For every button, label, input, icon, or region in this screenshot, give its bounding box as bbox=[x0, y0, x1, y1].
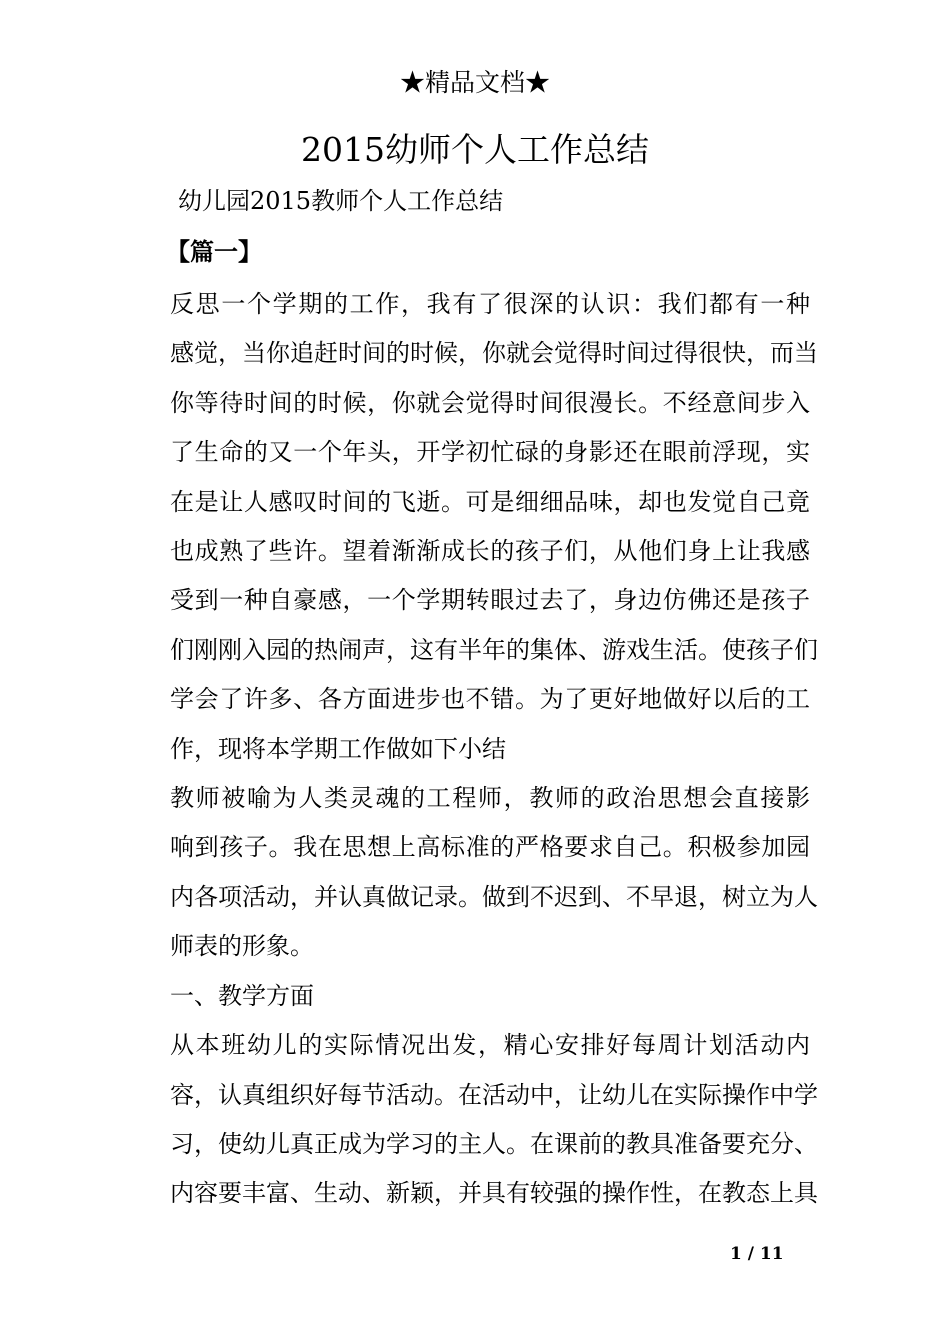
text-line: 教师被喻为人类灵魂的工程师，教师的政治思想会直接影 bbox=[170, 784, 810, 813]
text-line: 也成熟了些许。望着渐渐成长的孩子们，从他们身上让我感 bbox=[170, 537, 810, 566]
section-heading bbox=[146, 972, 810, 1021]
text-line: 习，使幼儿真正成为学习的主人。在课前的教具准备要充分、 bbox=[170, 1129, 818, 1158]
text-line: 学会了许多、各方面进步也不错。为了更好地做好以后的工 bbox=[170, 685, 810, 714]
document-subtitle: 幼儿园2015教师个人工作总结 bbox=[178, 187, 504, 215]
section-label: 【篇一】 bbox=[166, 237, 262, 266]
header-mark: ★精品文档★ bbox=[399, 68, 550, 97]
text-line: 感觉，当你追赶时间的时候，你就会觉得时间过得很快，而当 bbox=[170, 339, 818, 368]
text-line: 从本班幼儿的实际情况出发，精心安排好每周计划活动内 bbox=[170, 1031, 810, 1060]
text-line: 在是让人感叹时间的飞逝。可是细细品味，却也发觉自己竟 bbox=[170, 487, 810, 516]
paragraph bbox=[146, 774, 818, 972]
text-line: 们刚刚入园的热闹声，这有半年的集体、游戏生活。使孩子们 bbox=[170, 635, 818, 664]
text-line: 内各项活动，并认真做记录。做到不迟到、不早退，树立为人 bbox=[170, 882, 818, 911]
text-line: 师表的形象。 bbox=[170, 932, 314, 961]
text-line: 了生命的又一个年头，开学初忙碌的身影还在眼前浮现，实 bbox=[170, 438, 810, 467]
document-body bbox=[146, 280, 818, 1219]
text-line: 反思一个学期的工作，我有了很深的认识：我们都有一种 bbox=[170, 290, 810, 318]
paragraph bbox=[146, 280, 818, 774]
text-line: 内容要丰富、生动、新颖，并具有较强的操作性，在教态上具 bbox=[170, 1179, 818, 1208]
page-number: 1 / 11 bbox=[730, 1244, 784, 1264]
text-line: 作，现将本学期工作做如下小结 bbox=[170, 734, 506, 763]
text-line: 响到孩子。我在思想上高标准的严格要求自己。积极参加园 bbox=[170, 833, 810, 862]
text-line: 容，认真组织好每节活动。在活动中，让幼儿在实际操作中学 bbox=[170, 1080, 818, 1109]
document-title: 2015幼师个人工作总结 bbox=[301, 130, 649, 169]
paragraph bbox=[146, 1021, 818, 1219]
text-line: 你等待时间的时候，你就会觉得时间很漫长。不经意间步入 bbox=[170, 388, 810, 417]
text-line: 受到一种自豪感，一个学期转眼过去了，身边仿佛还是孩子 bbox=[170, 586, 810, 615]
text-line: 一、教学方面 bbox=[170, 981, 314, 1010]
